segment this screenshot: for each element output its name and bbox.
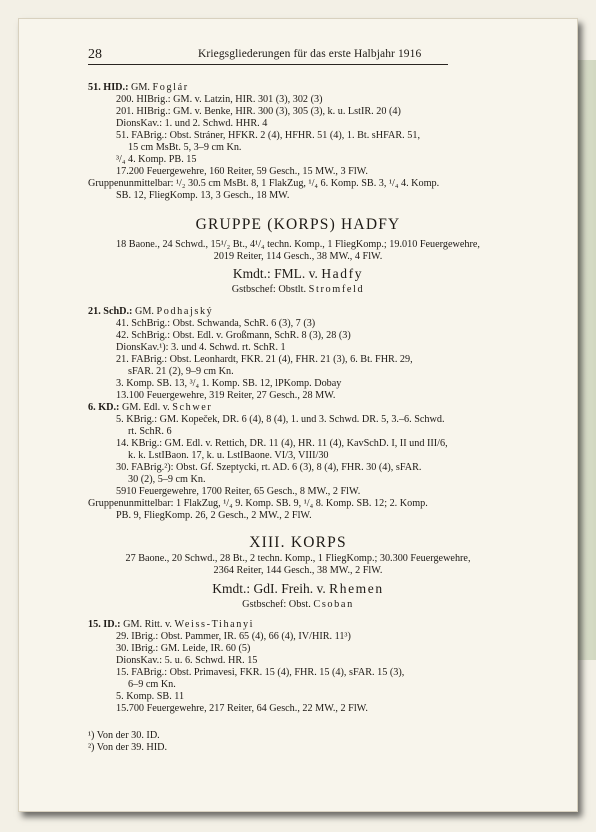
text-line: 3. Komp. SB. 13, ³/₄ 1. Komp. SB. 12, lPKomp. Dobay [116,378,342,389]
chief-of-staff-line [18,284,578,295]
text-line: PB. 9, FliegKomp. 26, 2 Gesch., 2 MW., 2 FlW. [116,510,312,521]
chief-prefix: Gstbschef: Obstlt. [231,284,309,295]
text-line: 5. KBrig.: GM. Kopeček, DR. 6 (4), 8 (4), 1. und 3. Schwd. DR. 5, 3.–6. Schwd. [116,414,445,425]
text-line: 51. FABrig.: Obst. Stráner, HFKR. 2 (4), HFHR. 51 (4), 1. Bt. sHFAR. 51, [116,130,421,141]
div51-rank: GM. [128,82,153,93]
section-heading: GRUPPE (KORPS) HADFY [195,216,401,233]
page-number: 28 [88,47,102,62]
text-line: 6–9 cm Kn. [128,679,176,690]
section-heading: XIII. KORPS [249,534,347,551]
text-line: 201. HIBrig.: GM. v. Benke, HIR. 300 (3), 305 (3), k. u. LstIR. 20 (4) [116,106,401,117]
div21-label: 21. SchD.: [88,306,133,317]
chief-name: Csoban [313,599,354,610]
strength-line: 27 Baone., 20 Schwd., 28 Bt., 2 techn. Komp., 1 FliegKomp.; 30.300 Feuergewehre, [125,553,471,564]
commander-prefix: Kmdt.: FML. v. [232,266,322,281]
page-header [88,45,508,65]
div15-heading [88,619,254,631]
div6-label: 6. KD.: [88,402,120,413]
chief-name: Stromfeld [308,284,365,295]
div51-heading [88,82,189,94]
text-line: 15 cm MsBt. 5, 3–9 cm Kn. [128,142,242,153]
text-line: 15. FABrig.: Obst. Primavesi, FKR. 15 (4), FHR. 15 (4), sFAR. 15 (3), [116,667,405,678]
text-line: 13.100 Feuergewehre, 319 Reiter, 27 Gesch., 28 MW. [116,390,336,401]
div51-label: 51. HID.: [88,82,129,93]
text-line: 30 (2), 5–9 cm Kn. [128,474,206,485]
commander-name: Rhemen [329,581,384,596]
text-line: rt. SchR. 6 [128,426,172,437]
text-line: DionsKav.¹): 3. und 4. Schwd. rt. SchR. 1 [116,342,286,353]
text-line: DionsKav.: 5. u. 6. Schwd. HR. 15 [116,655,258,666]
footnote: ¹) Von der 30. ID. [88,730,160,741]
div6-heading [88,402,212,414]
commander-line [18,581,578,597]
text-line: Gruppenunmittelbar: ¹/₂ 30.5 cm MsBt. 8, 1 FlakZug, ¹/₄ 6. Komp. SB. 3, ¹/₄ 4. Komp. [88,178,440,189]
div51-commander: Foglár [152,82,189,93]
div21-heading [88,306,213,318]
chief-of-staff-line [18,599,578,610]
footnote: ²) Von der 39. HID. [88,742,168,753]
text-line: 42. SchBrig.: Obst. Edl. v. Großmann, SchR. 8 (3), 28 (3) [116,330,351,341]
text-line: 15.700 Feuergewehre, 217 Reiter, 64 Gesch., 22 MW., 2 FlW. [116,703,368,714]
text-line: 200. HIBrig.: GM. v. Latzin, HIR. 301 (3), 302 (3) [116,94,323,105]
commander-name: Hadfy [321,266,364,281]
strength-line: 2364 Reiter, 144 Gesch., 38 MW., 2 FlW. [213,565,383,576]
div15-rank: GM. Ritt. v. [120,619,175,630]
chief-prefix: Gstbschef: Obst. [242,599,314,610]
text-line: 5910 Feuergewehre, 1700 Reiter, 65 Gesch., 8 MW., 2 FlW. [116,486,361,497]
strength-line: 2019 Reiter, 114 Gesch., 38 MW., 4 FlW. [213,251,383,262]
text-line: 29. IBrig.: Obst. Pammer, IR. 65 (4), 66 (4), IV/HIR. 11³) [116,631,351,642]
div6-commander: Schwer [172,402,213,413]
div6-rank: GM. Edl. v. [119,402,173,413]
text-line: 14. KBrig.: GM. Edl. v. Rettich, DR. 11 (4), HR. 11 (4), KavSchD. I, II und III/6, [116,438,448,449]
commander-line [18,266,578,282]
text-line: SB. 12, FliegKomp. 13, 3 Gesch., 18 MW. [116,190,290,201]
div15-label: 15. ID.: [88,619,121,630]
div21-commander: Podhajský [156,306,214,317]
book-page [18,18,578,812]
header-rule [88,64,448,65]
div21-rank: GM. [132,306,157,317]
text-line: sFAR. 21 (2), 9–9 cm Kn. [128,366,234,377]
text-line: 30. IBrig.: GM. Leide, IR. 60 (5) [116,643,251,654]
text-line: 5. Komp. SB. 11 [116,691,185,702]
text-line: 30. FABrig.²): Obst. Gf. Szeptycki, rt. AD. 6 (3), 8 (4), FHR. 30 (4), sFAR. [116,462,422,473]
text-line: k. k. LstIBaon. 17, k. u. LstIBaone. VI/3, VIII/30 [128,450,329,461]
commander-prefix: Kmdt.: GdI. Freih. v. [212,581,330,596]
text-line: DionsKav.: 1. und 2. Schwd. HHR. 4 [116,118,268,129]
text-line: 41. SchBrig.: Obst. Schwanda, SchR. 6 (3), 7 (3) [116,318,316,329]
text-line: 17.200 Feuergewehre, 160 Reiter, 59 Gesch., 15 MW., 3 FlW. [116,166,368,177]
text-line: Gruppenunmittelbar: 1 FlakZug, ¹/₄ 9. Komp. SB. 9, ¹/₄ 8. Komp. SB. 12; 2. Komp. [88,498,428,509]
running-title: Kriegsgliederungen für das erste Halbjahr 1916 [198,48,422,60]
div15-commander: Weiss-Tihanyi [174,619,255,630]
text-line: 21. FABrig.: Obst. Leonhardt, FKR. 21 (4), FHR. 21 (3), 6. Bt. FHR. 29, [116,354,413,365]
text-line: ³/₄ 4. Komp. PB. 15 [116,154,197,165]
strength-line: 18 Baone., 24 Schwd., 15¹/₂ Bt., 4¹/₄ techn. Komp., 1 FliegKomp.; 19.010 Feuergewehre, [116,239,480,250]
